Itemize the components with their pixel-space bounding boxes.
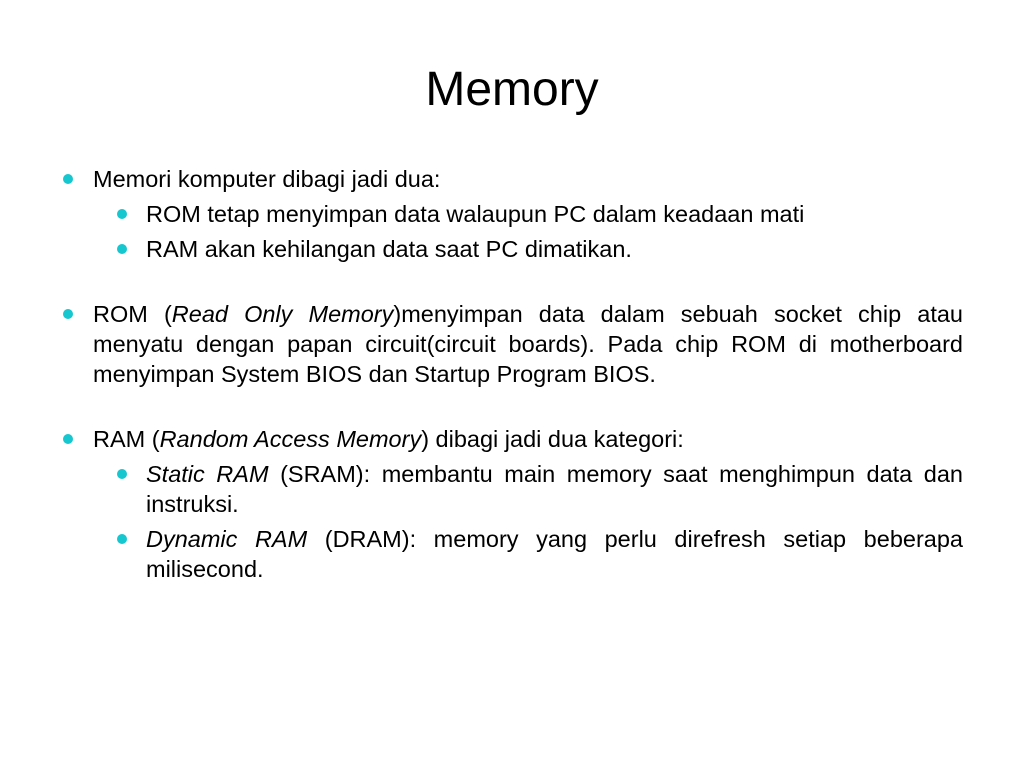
sub-bullet-term: Static RAM <box>146 461 269 487</box>
sub-bullet-item-sram <box>61 459 963 519</box>
sub-bullet-text: (SRAM): membantu main memory saat menghimpun data dan instruksi. <box>146 461 963 517</box>
bullet-text-suffix: )menyimpan data dalam sebuah socket chip atau menyatu dengan papan circuit(circuit boards). Pada chip ROM di motherboard menyimpan System BIOS dan Startup Program BIOS. <box>93 301 963 387</box>
bullet-dot-icon <box>63 309 73 319</box>
bullet-text-prefix: RAM ( <box>93 426 160 452</box>
bullet-dot-icon <box>117 209 127 219</box>
sub-bullet-term: Dynamic RAM <box>146 526 308 552</box>
bullet-term: Random Access Memory <box>159 426 422 452</box>
bullet-item-memori <box>61 164 963 194</box>
bullet-text-suffix: ) dibagi jadi dua kategori: <box>421 426 684 452</box>
slide-body <box>61 164 963 584</box>
sub-bullet-text: (DRAM): memory yang perlu direfresh setiap beberapa milisecond. <box>146 526 963 582</box>
bullet-dot-icon <box>63 434 73 444</box>
sub-bullet-text: RAM akan kehilangan data saat PC dimatikan. <box>146 236 632 262</box>
bullet-dot-icon <box>117 244 127 254</box>
bullet-dot-icon <box>63 174 73 184</box>
sub-bullet-item-rom <box>61 199 963 229</box>
bullet-item-rom <box>61 299 963 389</box>
bullet-dot-icon <box>117 469 127 479</box>
bullet-term: Read Only Memory <box>171 301 394 327</box>
sub-bullet-item-dram <box>61 524 963 584</box>
slide-title: Memory <box>425 63 599 116</box>
bullet-text-prefix: ROM ( <box>93 301 172 327</box>
bullet-text: Memori komputer dibagi jadi dua: <box>93 166 441 192</box>
bullet-item-ram <box>61 424 963 454</box>
bullet-dot-icon <box>117 534 127 544</box>
sub-bullet-text: ROM tetap menyimpan data walaupun PC dalam keadaan mati <box>146 201 805 227</box>
sub-bullet-item-ram <box>61 234 963 264</box>
